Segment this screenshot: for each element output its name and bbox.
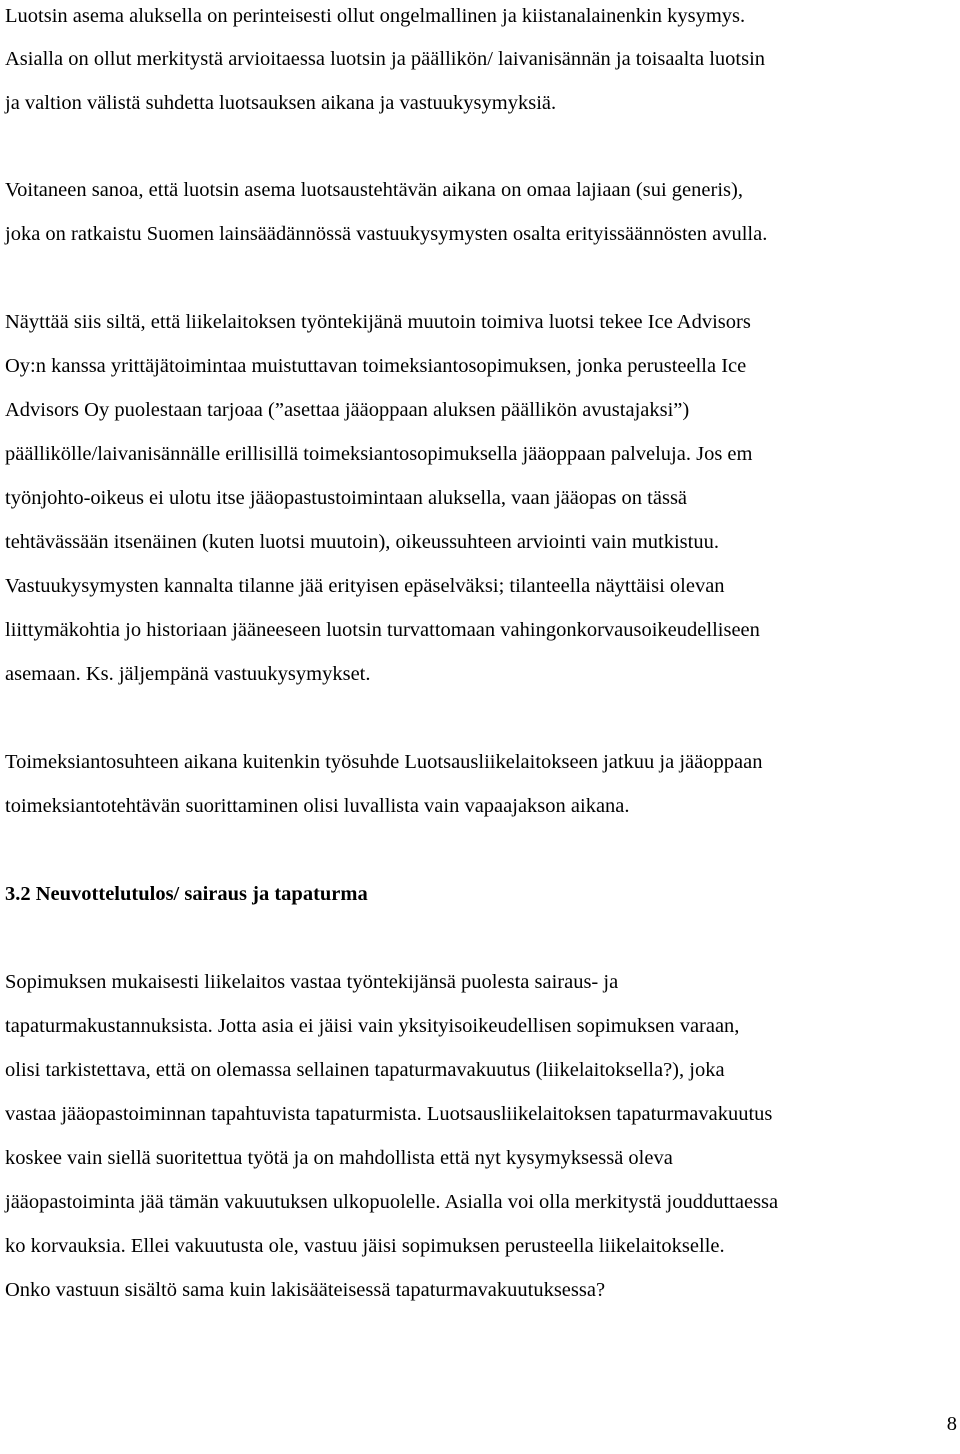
text-line: tapaturmakustannuksista. Jotta asia ei jäisi vain yksityisoikeudellisen sopimuksen varaan, [5,1015,740,1037]
page-number: 8 [946,1413,957,1435]
text-line: vastaa jääopastoiminnan tapahtuvista tapaturmista. Luotsausliikelaitoksen tapaturmavakuutus [5,1103,773,1125]
text-line: Advisors Oy puolestaan tarjoaa (”asettaa jääoppaan aluksen päällikön avustajaksi”) [5,399,690,421]
text-line: Luotsin asema aluksella on perinteisesti ollut ongelmallinen ja kiistanalainenkin kysymys. [5,5,746,27]
text-line: koskee vain siellä suoritettua työtä ja on mahdollista että nyt kysymyksessä oleva [5,1147,673,1169]
text-line: toimeksiantotehtävän suorittaminen olisi luvallista vain vapaajakson aikana. [5,795,630,817]
text-line: ko korvauksia. Ellei vakuutusta ole, vastuu jäisi sopimuksen perusteella liikelaitokselle. [5,1235,725,1257]
text-line: ja valtion välistä suhdetta luotsauksen aikana ja vastuukysymyksiä. [5,92,557,114]
text-line: Vastuukysymysten kannalta tilanne jää erityisen epäselväksi; tilanteella näyttäisi olevan [5,575,725,597]
text-line: liittymäkohtia jo historiaan jääneeseen luotsin turvattomaan vahingonkorvausoikeudelliseen [5,619,760,641]
text-line: Oy:n kanssa yrittäjätoimintaa muistuttavan toimeksiantosopimuksen, jonka perusteella Ice [5,355,747,377]
text-line: päällikölle/laivanisännälle erillisillä toimeksiantosopimuksella jääoppaan palveluja. Jos em [5,443,753,465]
text-line: jääopastoiminta jää tämän vakuutuksen ulkopuolelle. Asialla voi olla merkitystä joudduttaessa [5,1191,779,1213]
text-line: olisi tarkistettava, että on olemassa sellainen tapaturmavakuutus (liikelaitoksella?), joka [5,1059,725,1081]
section-heading: 3.2 Neuvottelutulos/ sairaus ja tapaturma [5,883,368,905]
text-line: joka on ratkaistu Suomen lainsäädännössä vastuukysymysten osalta erityissäännösten avulla. [5,223,768,245]
text-line: Asialla on ollut merkitystä arvioitaessa luotsin ja päällikön/ laivanisännän ja toisaalta luotsin [5,48,766,70]
text-line: Sopimuksen mukaisesti liikelaitos vastaa työntekijänsä puolesta sairaus- ja [5,971,619,993]
text-line: tehtävässään itsenäinen (kuten luotsi muutoin), oikeussuhteen arviointi vain mutkistuu. [5,531,719,553]
text-line: Näyttää siis siltä, että liikelaitoksen työntekijänä muutoin toimiva luotsi tekee Ice Advisors [5,311,751,333]
text-line: työnjohto-oikeus ei ulotu itse jääopastustoimintaan aluksella, vaan jääopas on tässä [5,487,688,509]
text-line: Toimeksiantosuhteen aikana kuitenkin työsuhde Luotsausliikelaitokseen jatkuu ja jääoppaan [5,751,763,773]
text-line: asemaan. Ks. jäljempänä vastuukysymykset. [5,663,371,685]
text-line: Onko vastuun sisältö sama kuin lakisääteisessä tapaturmavakuutuksessa? [5,1279,606,1301]
text-line: Voitaneen sanoa, että luotsin asema luotsaustehtävän aikana on omaa lajiaan (sui generis), [5,179,743,201]
